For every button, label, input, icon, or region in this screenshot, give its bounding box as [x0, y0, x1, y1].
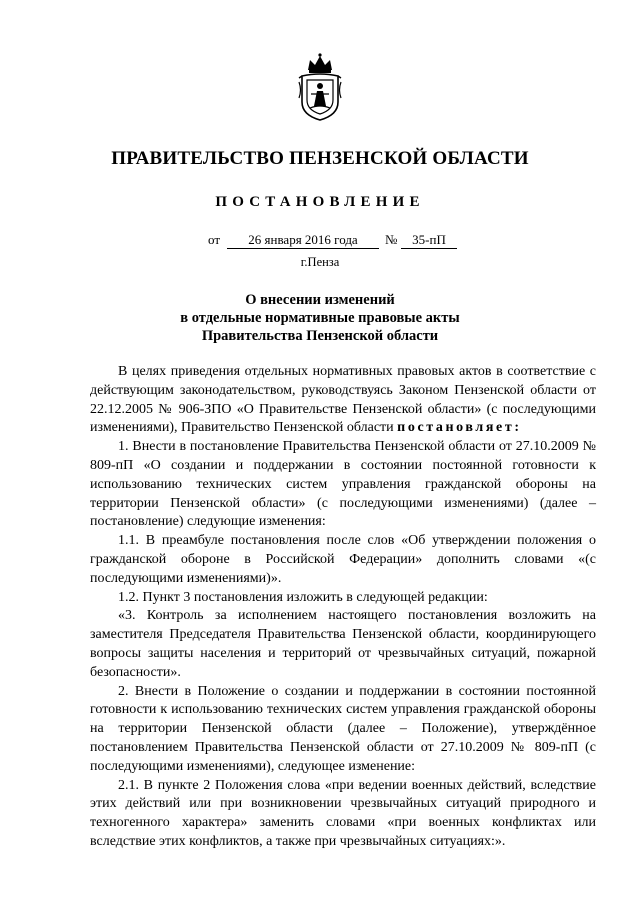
document-body	[90, 363, 596, 852]
preamble-text: В целях приведения отдельных нормативных правовых актов в соответствие с действующим законодательством, руководствуясь Законом Пензенской области от 22.12.2005 № 906-ЗПО «О Правительстве Пензенской области» (с последующими изменениями), Правительство Пензенской области	[90, 364, 596, 436]
document-type: ПОСТАНОВЛЕНИЕ	[215, 194, 425, 210]
paragraph-item-1-2: 1.2. Пункт 3 постановления изложить в следующей редакции:	[118, 589, 488, 605]
government-title: ПРАВИТЕЛЬСТВО ПЕНЗЕНСКОЙ ОБЛАСТИ	[111, 148, 529, 169]
paragraph-item-1-1: 1.1. В преамбуле постановления после слов «Об утверждении положения о гражданской обороне в Российской Федерации» дополнить словами «(с последующими изменениями)».	[90, 533, 596, 586]
subject-line-3: Правительства Пензенской области	[201, 328, 439, 344]
subject-line-1: О внесении изменений	[245, 292, 395, 308]
document-date: 26 января 2016 года	[227, 232, 379, 249]
date-number-line	[0, 232, 640, 250]
subject-line-2: в отдельные нормативные правовые акты	[180, 310, 460, 326]
document-subject	[0, 291, 640, 345]
paragraph-item-3-quote: «3. Контроль за исполнением настоящего постановления возложить на заместителя Председателя Правительства Пензенской области, координирующего вопросы защиты населения и территорий от чрезвычайных ситуаций, пожарной безопасности».	[90, 608, 596, 680]
paragraph-item-2: 2. Внести в Положение о создании и поддержании в состоянии постоянной готовности к использованию технических систем управления гражданской обороны на территории Пензенской области (далее – Положение), утверждённое постановлением Правительства Пензенской области от 27.10.2009 № 809-пП (с последующими изменениями), следующее изменение:	[90, 683, 596, 774]
number-prefix: №	[385, 232, 398, 247]
paragraph-item-2-1: 2.1. В пункте 2 Положения слова «при ведении военных действий, вследствие этих действий или при возникновении чрезвычайных ситуаций природного и техногенного характера» заменить словами «при военных конфликтах или вследствие этих конфликтов, а также при чрезвычайных ситуациях:».	[90, 777, 596, 849]
paragraph-preamble	[90, 363, 596, 438]
paragraph-item-1: 1. Внести в постановление Правительства Пензенской области от 27.10.2009 № 809-пП «О создании и поддержании в состоянии постоянной готовности к использованию технических систем управления гражданской обороны на территории Пензенской области» (с последующими изменениями) (далее – постановление) следующие изменения:	[90, 439, 596, 530]
date-prefix: от	[208, 232, 221, 247]
coat-of-arms-icon	[298, 52, 342, 122]
city-label: г.Пенза	[300, 255, 340, 269]
resolves-word: постановляет:	[397, 420, 522, 436]
document-number: 35-пП	[401, 232, 457, 249]
